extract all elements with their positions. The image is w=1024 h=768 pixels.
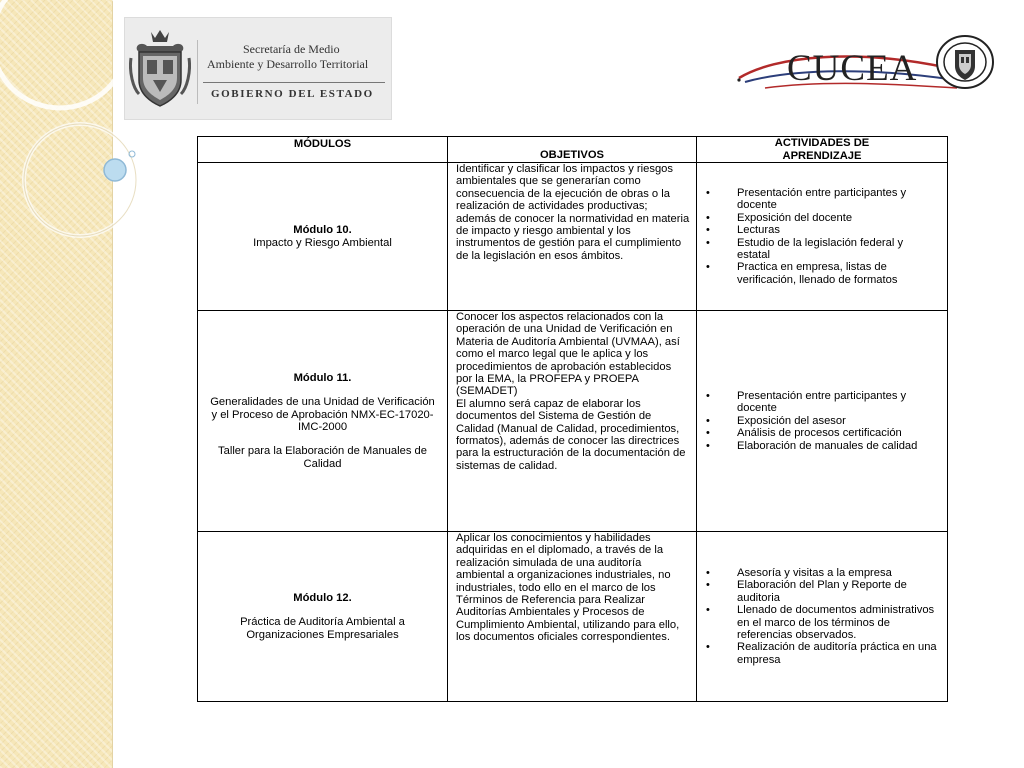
module-cell (198, 163, 448, 311)
activities-cell (697, 163, 948, 311)
cucea-logo (735, 34, 997, 96)
table-row (198, 311, 948, 532)
activity-item: • Realización de auditoría práctica en una empresa (727, 641, 937, 666)
activity-item: • Estudio de la legislación federal y estatal (727, 237, 937, 262)
decorative-side-strip (0, 0, 113, 768)
activity-item: • Llenado de documentos administrativos en el marco de los términos de referencias observados. (727, 604, 937, 641)
header-modulos: MÓDULOS (198, 137, 448, 163)
logo-divider-vertical (197, 40, 198, 104)
objective-text: Identificar y clasificar los impactos y riesgos ambientales que se generarían como consecuencia de la ejecución de obras o la realización de actividades productivas; además de conocer la normatividad en materia de impacto y riesgo ambiental y los instrumentos de gestión para el cumplimiento de la legislación en esos ámbitos. (456, 163, 690, 262)
module-title: Módulo 11. (293, 371, 352, 384)
gov-logo-line3: GOBIERNO DEL ESTADO (211, 88, 374, 100)
cucea-wordmark: CUCEA (787, 48, 918, 89)
objectives-cell (448, 311, 697, 532)
activity-item: • Presentación entre participantes y docente (727, 187, 937, 212)
header-actividades: ACTIVIDADES DE APRENDIZAJE (697, 137, 948, 163)
module-name: Generalidades de una Unidad de Verificación y el Proceso de Aprobación NMX-EC-17020-IMC-2000 (210, 396, 435, 433)
activities-cell (697, 311, 948, 532)
gov-logo-line1: Secretaría de Medio (243, 42, 340, 56)
activities-cell (697, 532, 948, 702)
module-cell (198, 532, 448, 702)
table-row (198, 163, 948, 311)
activity-item: • Presentación entre participantes y docente (727, 390, 937, 415)
logo-divider-horizontal (203, 82, 385, 83)
activities-list (727, 390, 937, 452)
module-title: Módulo 12. (293, 591, 352, 604)
module-subtitle: Taller para la Elaboración de Manuales de Calidad (218, 445, 427, 470)
activity-item: • Asesoría y visitas a la empresa (727, 567, 937, 579)
objectives-cell (448, 532, 697, 702)
activity-item: • Lecturas (727, 224, 937, 236)
module-cell (198, 311, 448, 532)
activity-item: • Exposición del docente (727, 212, 937, 224)
objective-text: Aplicar los conocimientos y habilidades adquiridas en el diplomado, a través de la realización simulada de una auditoría ambiental a organizaciones industriales, no industriales, todo ello en el marco de los Términos de Referencia para Realizar Auditorías Ambientales y Procesos de Cumplimiento Ambiental, utilizando para ello, los documentos oficiales correspondientes. (456, 532, 680, 644)
activity-item: • Practica en empresa, listas de verificación, llenado de formatos (727, 261, 937, 286)
module-name: Práctica de Auditoría Ambiental a Organizaciones Empresariales (240, 616, 405, 641)
objective-text: El alumno será capaz de elaborar los documentos del Sistema de Gestión de Calidad (Manual de Calidad, procedimientos, formatos), además de conocer las directrices para la estructuración de la documentación de sistemas de calidad. (456, 397, 686, 472)
jalisco-shield-icon (129, 28, 191, 114)
gobierno-logo (124, 17, 392, 120)
modules-table (197, 136, 948, 702)
gov-logo-line2: Ambiente y Desarrollo Territorial (207, 57, 369, 71)
table-header-row (198, 137, 948, 163)
activity-item: • Exposición del asesor (727, 415, 937, 427)
module-name: Impacto y Riesgo Ambiental (253, 236, 392, 249)
activity-item: • Elaboración del Plan y Reporte de auditoria (727, 579, 937, 604)
module-title: Módulo 10. (293, 224, 352, 237)
activities-list (727, 187, 937, 286)
activities-list (727, 567, 937, 666)
activity-item: • Elaboración de manuales de calidad (727, 440, 937, 452)
objective-text: Conocer los aspectos relacionados con la operación de una Unidad de Verificación en Materia de Auditoría Ambiental (UVMAA), así como el marco legal que le aplica y los procedimientos de aprobación establecidos por la EMA, la PROFEPA y PROEPA (SEMADET) (456, 311, 680, 398)
activity-item: • Análisis de procesos certificación (727, 427, 937, 439)
table-row (198, 532, 948, 702)
header-objetivos: OBJETIVOS (448, 137, 697, 163)
objectives-cell (448, 163, 697, 311)
udg-seal-icon (935, 34, 995, 94)
